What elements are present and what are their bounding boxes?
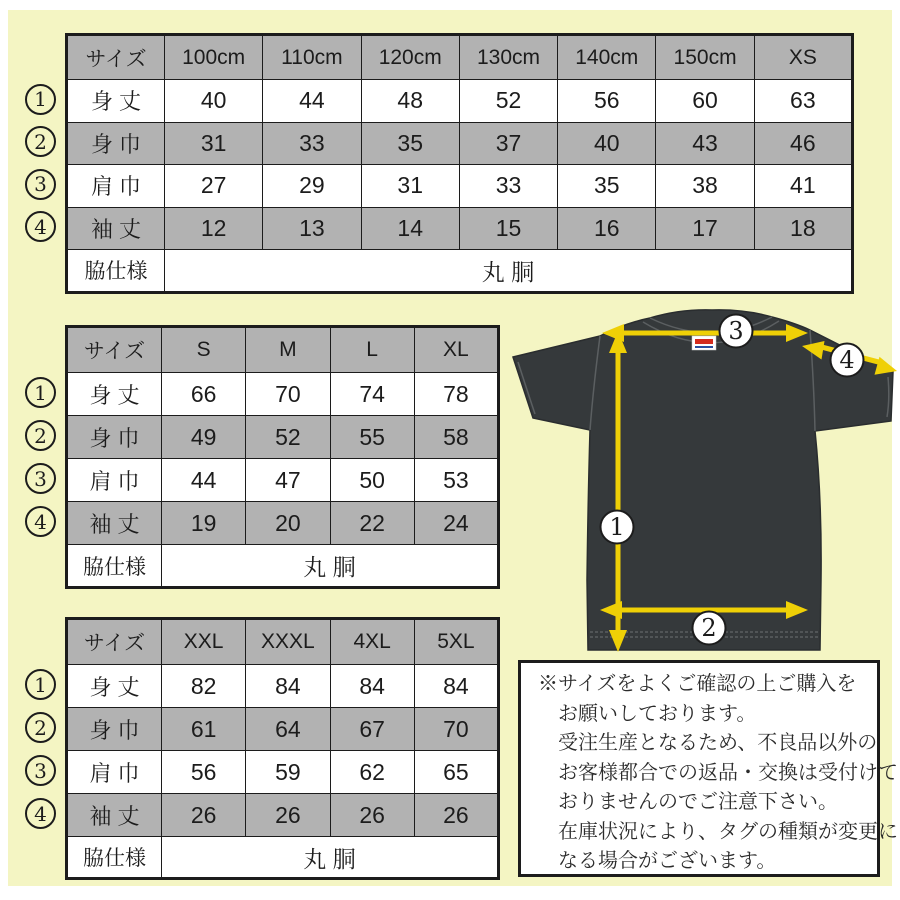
measure-value-cell: 58 <box>414 416 498 459</box>
measure-value-cell: 49 <box>162 416 246 459</box>
measure-label-cell: 身 丈 <box>67 373 162 416</box>
measure-label-cell: 身 巾 <box>67 708 162 751</box>
size-header-cell: 130cm <box>459 35 557 80</box>
side-spec-value-cell: 丸 胴 <box>165 250 853 293</box>
measure-value-cell: 29 <box>263 165 361 208</box>
notice-line: 受注生産となるため、不良品以外の <box>558 732 878 754</box>
measure-value-cell: 70 <box>246 373 330 416</box>
measure-label-cell: 袖 丈 <box>67 502 162 545</box>
marker-2: 2 <box>701 614 717 642</box>
side-spec-label-cell: 脇仕様 <box>67 250 165 293</box>
measure-value-cell: 65 <box>414 751 498 794</box>
side-spec-value-cell: 丸 胴 <box>162 545 499 588</box>
notice-line: お願いしております。 <box>558 702 757 725</box>
measure-value-cell: 22 <box>330 502 414 545</box>
measure-value-cell: 35 <box>558 165 656 208</box>
size-header-cell: S <box>162 327 246 373</box>
size-header-cell: 4XL <box>330 619 414 665</box>
measure-value-cell: 26 <box>330 794 414 837</box>
measure-value-cell: 12 <box>165 207 263 250</box>
size-header-cell: XS <box>754 35 852 80</box>
measure-value-cell: 47 <box>246 459 330 502</box>
measure-value-cell: 63 <box>754 80 852 123</box>
notice-line: 在庫状況により、タグの種類が変更に <box>558 820 898 843</box>
row-marker: 1 <box>25 84 56 115</box>
measure-value-cell: 20 <box>246 502 330 545</box>
measure-value-cell: 56 <box>558 80 656 123</box>
size-header-cell: 100cm <box>165 35 263 80</box>
measure-value-cell: 37 <box>459 122 557 165</box>
measure-value-cell: 26 <box>162 794 246 837</box>
measure-value-cell: 18 <box>754 207 852 250</box>
marker-3: 3 <box>728 317 744 345</box>
size-table-block-2 <box>25 325 500 589</box>
size-header-label-cell: サイズ <box>67 35 165 80</box>
purchase-notice-box <box>518 660 898 877</box>
measure-value-cell: 38 <box>656 165 754 208</box>
measure-value-cell: 55 <box>330 416 414 459</box>
measure-label-cell: 身 丈 <box>67 665 162 708</box>
size-header-cell: L <box>330 327 414 373</box>
size-header-cell: 120cm <box>361 35 459 80</box>
measure-value-cell: 44 <box>162 459 246 502</box>
size-header-label-cell: サイズ <box>67 327 162 373</box>
measure-label-cell: 身 丈 <box>67 80 165 123</box>
side-spec-label-cell: 脇仕様 <box>67 837 162 879</box>
size-header-cell: 140cm <box>558 35 656 80</box>
size-header-cell: XXL <box>162 619 246 665</box>
row-marker: 3 <box>25 755 56 786</box>
size-table-block-1 <box>25 33 854 294</box>
measure-value-cell: 33 <box>263 122 361 165</box>
marker-4: 4 <box>839 346 855 374</box>
measure-value-cell: 60 <box>656 80 754 123</box>
measure-value-cell: 66 <box>162 373 246 416</box>
measure-value-cell: 13 <box>263 207 361 250</box>
measure-value-cell: 56 <box>162 751 246 794</box>
measure-label-cell: 肩 巾 <box>67 459 162 502</box>
notice-line: ※サイズをよくご確認の上ご購入を <box>538 673 857 695</box>
notice-line: なる場合がございます。 <box>558 850 777 872</box>
measure-value-cell: 53 <box>414 459 498 502</box>
row-marker: 1 <box>25 669 56 700</box>
row-marker: 4 <box>25 211 56 242</box>
measure-value-cell: 14 <box>361 207 459 250</box>
measure-value-cell: 59 <box>246 751 330 794</box>
measure-value-cell: 84 <box>330 665 414 708</box>
size-header-cell: 110cm <box>263 35 361 80</box>
side-spec-label-cell: 脇仕様 <box>67 545 162 588</box>
row-marker: 2 <box>25 126 56 157</box>
measure-value-cell: 48 <box>361 80 459 123</box>
measure-value-cell: 40 <box>558 122 656 165</box>
measure-value-cell: 31 <box>165 122 263 165</box>
measure-value-cell: 61 <box>162 708 246 751</box>
measure-value-cell: 46 <box>754 122 852 165</box>
size-table <box>65 325 500 589</box>
row-marker: 2 <box>25 420 56 451</box>
size-header-cell: XL <box>414 327 498 373</box>
row-marker: 2 <box>25 712 56 743</box>
tshirt-measurement-diagram <box>500 300 900 660</box>
row-marker: 3 <box>25 463 56 494</box>
measure-label-cell: 身 巾 <box>67 122 165 165</box>
size-header-label-cell: サイズ <box>67 619 162 665</box>
measure-value-cell: 64 <box>246 708 330 751</box>
row-marker: 4 <box>25 506 56 537</box>
measure-label-cell: 袖 丈 <box>67 794 162 837</box>
measure-value-cell: 43 <box>656 122 754 165</box>
measure-value-cell: 52 <box>459 80 557 123</box>
measure-value-cell: 78 <box>414 373 498 416</box>
measure-value-cell: 82 <box>162 665 246 708</box>
measure-value-cell: 70 <box>414 708 498 751</box>
measure-value-cell: 67 <box>330 708 414 751</box>
size-header-cell: M <box>246 327 330 373</box>
measure-value-cell: 27 <box>165 165 263 208</box>
measure-value-cell: 35 <box>361 122 459 165</box>
measure-label-cell: 袖 丈 <box>67 207 165 250</box>
measure-value-cell: 16 <box>558 207 656 250</box>
measure-value-cell: 40 <box>165 80 263 123</box>
measure-value-cell: 44 <box>263 80 361 123</box>
notice-line: おりませんのでご注意下さい。 <box>558 791 838 813</box>
measure-value-cell: 41 <box>754 165 852 208</box>
row-marker: 3 <box>25 169 56 200</box>
row-marker: 4 <box>25 798 56 829</box>
neck-tag-icon <box>692 336 716 350</box>
measure-value-cell: 24 <box>414 502 498 545</box>
measure-label-cell: 肩 巾 <box>67 165 165 208</box>
row-marker: 1 <box>25 377 56 408</box>
measure-value-cell: 31 <box>361 165 459 208</box>
measure-value-cell: 33 <box>459 165 557 208</box>
notice-line: お客様都合での返品・交換は受付けて <box>558 761 898 784</box>
measure-value-cell: 15 <box>459 207 557 250</box>
measure-value-cell: 84 <box>246 665 330 708</box>
marker-1: 1 <box>609 513 625 541</box>
measure-value-cell: 52 <box>246 416 330 459</box>
measure-label-cell: 身 巾 <box>67 416 162 459</box>
size-header-cell: 150cm <box>656 35 754 80</box>
measure-value-cell: 19 <box>162 502 246 545</box>
measure-value-cell: 17 <box>656 207 754 250</box>
size-table <box>65 617 500 880</box>
size-header-cell: 5XL <box>414 619 498 665</box>
size-table-block-3 <box>25 617 500 880</box>
measure-value-cell: 84 <box>414 665 498 708</box>
measure-value-cell: 50 <box>330 459 414 502</box>
measure-value-cell: 26 <box>414 794 498 837</box>
measure-value-cell: 74 <box>330 373 414 416</box>
measure-value-cell: 26 <box>246 794 330 837</box>
size-header-cell: XXXL <box>246 619 330 665</box>
measure-label-cell: 肩 巾 <box>67 751 162 794</box>
measure-value-cell: 62 <box>330 751 414 794</box>
size-table <box>65 33 854 294</box>
side-spec-value-cell: 丸 胴 <box>162 837 499 879</box>
